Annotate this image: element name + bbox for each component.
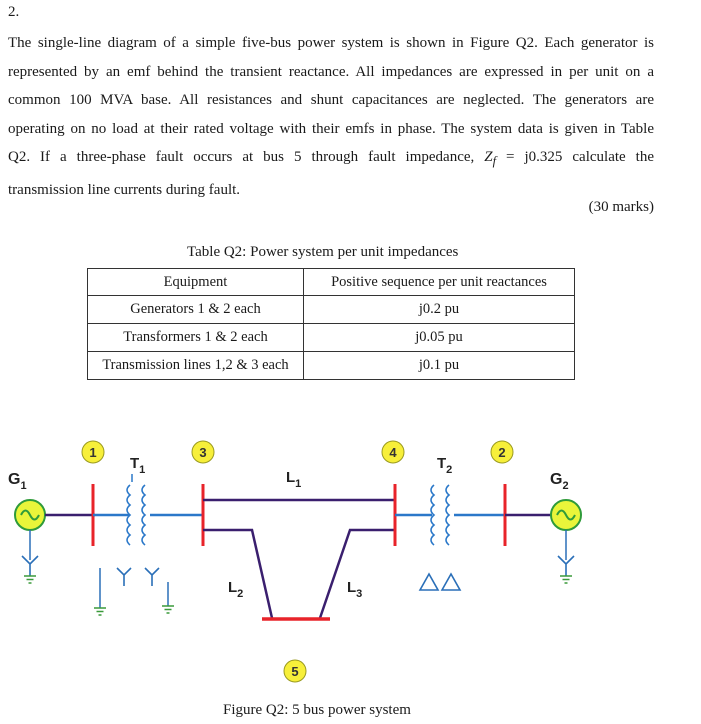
bus-number-5: 5 bbox=[291, 664, 299, 679]
transformer-t1 bbox=[94, 455, 174, 615]
generator-g2 bbox=[550, 471, 581, 583]
wye-icon bbox=[145, 568, 159, 586]
label-t1: $T_1$ bbox=[130, 455, 146, 476]
label-t2: $T_2$ bbox=[437, 455, 453, 476]
delta-icon bbox=[442, 574, 460, 590]
t2-winding-secondary bbox=[446, 485, 449, 545]
bus-number-1: 1 bbox=[89, 445, 97, 460]
fault-impedance-value: = j0.325 bbox=[496, 149, 563, 166]
table-header-row bbox=[88, 269, 575, 296]
question-line-2: represented by an emf behind the transient reactance. All impedances are expressed in per unit on a bbox=[8, 63, 654, 80]
question-line-5-tail: calculate the bbox=[562, 149, 654, 166]
question-text bbox=[8, 29, 654, 205]
question-number: 2. bbox=[8, 4, 20, 20]
impedance-table bbox=[87, 268, 575, 380]
transformer-t2 bbox=[420, 455, 460, 590]
transmission-line-l2 bbox=[203, 530, 272, 618]
ground-icon bbox=[560, 576, 572, 583]
bus-number-3: 3 bbox=[199, 445, 207, 460]
question-line-6: transmission line currents during fault. bbox=[8, 181, 241, 198]
table-cell: Generators 1 & 2 each bbox=[88, 296, 304, 324]
label-l3: $L_3$ bbox=[347, 579, 363, 600]
t1-winding-secondary bbox=[142, 485, 145, 545]
table-cell: j0.05 pu bbox=[304, 324, 575, 352]
question-line-4: operating on no load at their rated voltage with their emfs in phase. The system data is given in Table bbox=[8, 120, 654, 137]
question-line-5-text: Q2. If a three-phase fault occurs at bus 5 through fault impedance, bbox=[8, 149, 475, 166]
question-line-1: The single-line diagram of a simple five-bus power system is shown in Figure Q2. Each generator is bbox=[8, 35, 654, 51]
table-row bbox=[88, 296, 575, 324]
label-g1: $G_1$ bbox=[8, 471, 27, 492]
ground-icon bbox=[94, 608, 106, 615]
table-cell: Transformers 1 & 2 each bbox=[88, 324, 304, 352]
table-cell: j0.1 pu bbox=[304, 352, 575, 380]
figure-caption: Figure Q2: 5 bus power system bbox=[223, 702, 411, 718]
table-caption: Table Q2: Power system per unit impedances bbox=[187, 244, 459, 260]
delta-icon bbox=[420, 574, 438, 590]
bus-number-2: 2 bbox=[498, 445, 506, 460]
label-g2: $G_2$ bbox=[550, 471, 569, 492]
table-cell: Transmission lines 1,2 & 3 each bbox=[88, 352, 304, 380]
transmission-line-l3 bbox=[320, 530, 395, 618]
table-header-reactance: Positive sequence per unit reactances bbox=[304, 269, 575, 296]
table-header-equipment: Equipment bbox=[88, 269, 304, 296]
fault-impedance-symbol: Z bbox=[484, 149, 493, 166]
label-l2: $L_2$ bbox=[228, 579, 244, 600]
table-cell: j0.2 pu bbox=[304, 296, 575, 324]
fault-impedance-subscript: f bbox=[492, 154, 497, 169]
question-line-5 bbox=[8, 143, 654, 176]
label-l1: $L_1$ bbox=[286, 469, 302, 490]
marks-label: (30 marks) bbox=[588, 199, 654, 215]
bus-number-4: 4 bbox=[389, 445, 397, 460]
table-row bbox=[88, 352, 575, 380]
question-line-3: common 100 MVA base. All resistances and shunt capacitances are neglected. The generators are bbox=[8, 92, 654, 109]
wye-icon bbox=[117, 568, 131, 586]
table-row bbox=[88, 324, 575, 352]
single-line-diagram bbox=[0, 430, 701, 700]
ground-icon bbox=[162, 606, 174, 613]
generator-g1 bbox=[8, 471, 95, 583]
ground-icon bbox=[24, 576, 36, 583]
